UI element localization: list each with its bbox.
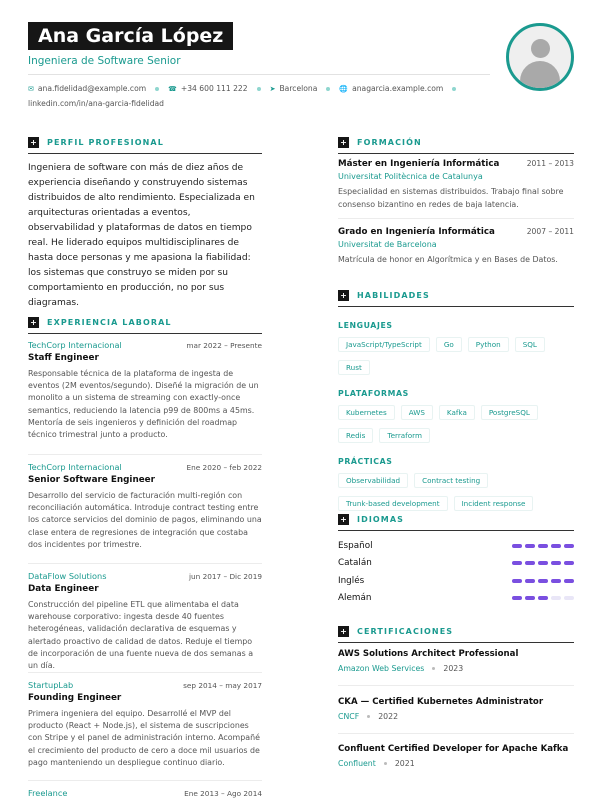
certification-issuer: Amazon Web Services bbox=[338, 664, 425, 673]
job-entry bbox=[28, 571, 262, 672]
level-dot bbox=[564, 596, 574, 600]
contact-linkedin[interactable]: linkedin.com/in/ana-garcia-fidelidad bbox=[28, 99, 165, 108]
skill-tag: JavaScript/TypeScript bbox=[338, 337, 430, 352]
section-title: IDIOMAS bbox=[357, 514, 405, 524]
globe-icon: 🌐 bbox=[339, 84, 349, 93]
level-dot bbox=[564, 561, 574, 565]
language-name: Español bbox=[338, 540, 373, 551]
skill-tag: Observabilidad bbox=[338, 473, 408, 488]
language-name: Alemán bbox=[338, 593, 372, 604]
job-company: Freelance bbox=[28, 788, 68, 798]
language-row bbox=[338, 590, 574, 608]
skill-tag: Redis bbox=[338, 428, 373, 443]
education-description: Especialidad en sistemas distribuidos. Trabajo final sobre consenso bizantino en redes de baja latencia. bbox=[338, 187, 564, 209]
education-school: Universitat Politècnica de Catalunya bbox=[338, 172, 483, 181]
job-divider bbox=[28, 563, 262, 564]
job-entry bbox=[28, 680, 262, 769]
section-divider bbox=[338, 642, 574, 643]
language-level bbox=[512, 579, 574, 583]
section-skills bbox=[338, 289, 574, 511]
email-icon: ✉ bbox=[28, 84, 34, 93]
level-dot bbox=[525, 579, 535, 583]
avatar-head-shape bbox=[531, 39, 550, 58]
job-company: StartupLab bbox=[28, 680, 74, 690]
section-title: EXPERIENCIA LABORAL bbox=[47, 317, 172, 327]
education-description: Matrícula de honor en Algorítmica y en Bases de Datos. bbox=[338, 255, 558, 264]
skill-tag: Kafka bbox=[439, 405, 475, 420]
contact-separator bbox=[452, 87, 456, 91]
meta-separator bbox=[432, 667, 435, 670]
plus-icon: + bbox=[338, 290, 349, 301]
certification-issuer: Confluent bbox=[338, 759, 376, 768]
job-divider bbox=[28, 454, 262, 455]
certification-divider bbox=[338, 685, 574, 686]
avatar-body-shape bbox=[520, 61, 560, 91]
plus-icon: + bbox=[338, 514, 349, 525]
skill-tag: PostgreSQL bbox=[481, 405, 538, 420]
plus-icon: + bbox=[28, 137, 39, 148]
language-level bbox=[512, 596, 574, 600]
skill-tag: Rust bbox=[338, 360, 370, 375]
language-list bbox=[338, 537, 574, 607]
section-certifications bbox=[338, 625, 574, 643]
phone-icon: ☎ bbox=[168, 84, 177, 93]
language-row bbox=[338, 572, 574, 590]
skill-category: LENGUAJES bbox=[338, 321, 393, 330]
job-divider bbox=[28, 780, 262, 781]
job-dates: jun 2017 – Dic 2019 bbox=[188, 572, 262, 581]
candidate-role: Ingeniera de Software Senior bbox=[28, 55, 181, 67]
language-level bbox=[512, 544, 574, 548]
job-position: Staff Engineer bbox=[28, 353, 99, 363]
job-company: DataFlow Solutions bbox=[28, 571, 107, 581]
job-company: TechCorp Internacional bbox=[28, 340, 122, 350]
language-name: Catalán bbox=[338, 558, 372, 569]
certification-name: CKA — Certified Kubernetes Administrator bbox=[338, 697, 544, 707]
level-dot bbox=[525, 544, 535, 548]
certification-name: AWS Solutions Architect Professional bbox=[338, 649, 519, 659]
skill-tag: Trunk-based development bbox=[338, 496, 448, 511]
skill-tag: AWS bbox=[401, 405, 433, 420]
level-dot bbox=[538, 579, 548, 583]
level-dot bbox=[525, 596, 535, 600]
contact-phone[interactable]: +34 600 111 222 bbox=[180, 84, 248, 93]
skill-tag: Incident response bbox=[454, 496, 534, 511]
certification-entry bbox=[338, 697, 574, 734]
section-title: FORMACIÓN bbox=[357, 137, 422, 147]
section-title: HABILIDADES bbox=[357, 290, 430, 300]
level-dot bbox=[538, 596, 548, 600]
contact-separator bbox=[257, 87, 261, 91]
job-position: Founding Engineer bbox=[28, 693, 122, 703]
section-divider bbox=[28, 153, 262, 154]
certification-divider bbox=[338, 733, 574, 734]
certification-entry bbox=[338, 649, 574, 686]
level-dot bbox=[564, 579, 574, 583]
summary-text: Ingeniera de software con más de diez años de experiencia diseñando y construyendo sistemas distribuidos de alto rendimiento. Especializada en arquitecturas orientadas a eventos, observabilidad y plataformas de datos en tiempo real. He liderado equipos multidisciplinares de hasta doce personas y me apasiona la fiabilidad: los sistemas que construyo se miden por su comportamiento en producción, no por sus diagramas. bbox=[28, 163, 255, 308]
skill-tag: Terraform bbox=[379, 428, 430, 443]
section-divider bbox=[338, 530, 574, 531]
level-dot bbox=[538, 561, 548, 565]
skill-group bbox=[338, 457, 574, 511]
section-experience bbox=[28, 316, 262, 334]
level-dot bbox=[512, 579, 522, 583]
certification-entry bbox=[338, 744, 574, 768]
job-dates: Ene 2013 – Ago 2014 bbox=[184, 789, 262, 798]
education-dates: 2011 – 2013 bbox=[526, 159, 574, 168]
job-entry bbox=[28, 340, 262, 441]
plus-icon: + bbox=[28, 317, 39, 328]
job-dates: sep 2014 – may 2017 bbox=[183, 681, 262, 690]
candidate-name: Ana García López bbox=[28, 22, 233, 50]
skill-category: PLATAFORMAS bbox=[338, 389, 409, 398]
section-divider bbox=[338, 153, 574, 154]
language-name: Inglés bbox=[338, 575, 365, 586]
contact-separator bbox=[155, 87, 159, 91]
section-divider bbox=[338, 306, 574, 307]
job-dates: mar 2022 – Presente bbox=[186, 341, 262, 350]
skill-tag: Go bbox=[436, 337, 462, 352]
level-dot bbox=[551, 544, 561, 548]
contact-location: Barcelona bbox=[279, 84, 318, 93]
skill-category: PRÁCTICAS bbox=[338, 457, 393, 466]
education-school: Universitat de Barcelona bbox=[338, 240, 437, 249]
level-dot bbox=[551, 579, 561, 583]
certification-year: 2023 bbox=[443, 664, 464, 673]
section-divider bbox=[28, 333, 262, 334]
plus-icon: + bbox=[338, 137, 349, 148]
job-description: Responsable técnica de la plataforma de ingesta de eventos (2M eventos/segundo). Diseñé la migración de un monolito a un sistema de streaming con exactly-once semantics, reduciendo la latencia p99 de 800ms a 45ms. Mentoría de seis ingenieros y definición del roadmap técnico trimestral junto a producto. bbox=[28, 369, 259, 440]
section-summary bbox=[28, 136, 262, 311]
job-dates: Ene 2020 – feb 2022 bbox=[186, 463, 262, 472]
level-dot bbox=[525, 561, 535, 565]
language-row bbox=[338, 555, 574, 573]
avatar bbox=[506, 23, 574, 91]
level-dot bbox=[551, 596, 561, 600]
level-dot bbox=[512, 596, 522, 600]
header-divider bbox=[28, 74, 490, 75]
certification-year: 2021 bbox=[394, 759, 415, 768]
level-dot bbox=[551, 561, 561, 565]
education-degree: Máster en Ingeniería Informática bbox=[338, 159, 500, 169]
section-languages bbox=[338, 513, 574, 607]
language-level bbox=[512, 561, 574, 565]
level-dot bbox=[512, 561, 522, 565]
language-row bbox=[338, 537, 574, 555]
education-entry bbox=[338, 159, 574, 211]
section-education bbox=[338, 136, 574, 154]
contact-separator bbox=[326, 87, 330, 91]
job-description: Desarrollo del servicio de facturación multi-región con reconciliación automática. Introduje contract testing entre los catorce servicios del dominio de pagos, eliminando una clase entera de regresiones de integración que costaba dos incidentes por trimestre. bbox=[28, 491, 262, 549]
job-divider bbox=[28, 672, 262, 673]
section-title: PERFIL PROFESIONAL bbox=[47, 137, 164, 147]
education-degree: Grado en Ingeniería Informática bbox=[338, 227, 495, 237]
education-dates: 2007 – 2011 bbox=[526, 227, 574, 236]
job-company: TechCorp Internacional bbox=[28, 462, 122, 472]
level-dot bbox=[538, 544, 548, 548]
contact-email[interactable]: ana.fidelidad@example.com bbox=[37, 84, 147, 93]
contact-website[interactable]: anagarcia.example.com bbox=[352, 84, 444, 93]
level-dot bbox=[564, 544, 574, 548]
level-dot bbox=[512, 544, 522, 548]
certification-year: 2022 bbox=[378, 712, 399, 721]
location-icon: ➤ bbox=[269, 84, 276, 93]
plus-icon: + bbox=[338, 626, 349, 637]
meta-separator bbox=[384, 762, 387, 765]
job-entry bbox=[28, 462, 262, 551]
job-description: Construcción del pipeline ETL que alimentaba el data warehouse corporativo: ingesta desde 40 fuentes heterogéneas, validación declarativa de esquemas y alertado proactivo de calidad de datos. Reduje el tiempo de incorporación de una fuente nueva de dos semanas a un día. bbox=[28, 600, 254, 671]
meta-separator bbox=[367, 715, 370, 718]
certification-name: Confluent Certified Developer for Apache Kafka bbox=[338, 744, 569, 754]
education-divider bbox=[338, 218, 574, 219]
certification-issuer: CNCF bbox=[338, 712, 360, 721]
job-entry bbox=[28, 788, 262, 798]
job-description: Primera ingeniera del equipo. Desarrollé el MVP del producto (React + Node.js), el sistema de suscripciones con Stripe y el panel de administración interno. Acompañé el crecimiento del producto de cero a doce mil usuarios de pago manteniendo un despliegue continuo diario. bbox=[28, 709, 260, 767]
job-position: Data Engineer bbox=[28, 584, 99, 594]
skill-group bbox=[338, 389, 574, 443]
contact-info bbox=[28, 82, 498, 110]
section-title: CERTIFICACIONES bbox=[357, 626, 454, 636]
skill-tag: SQL bbox=[515, 337, 545, 352]
skill-group bbox=[338, 321, 574, 375]
skill-tag: Kubernetes bbox=[338, 405, 395, 420]
skill-tag: Contract testing bbox=[414, 473, 488, 488]
job-position: Senior Software Engineer bbox=[28, 475, 155, 485]
education-entry bbox=[338, 227, 574, 266]
skill-tag: Python bbox=[468, 337, 509, 352]
